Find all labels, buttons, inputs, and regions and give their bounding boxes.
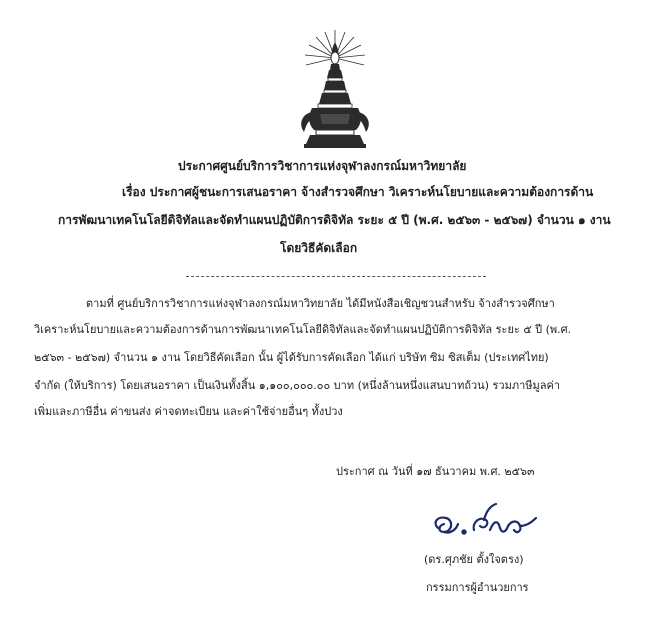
body-paragraph-line-3: ๒๕๖๓ - ๒๕๖๗) จำนวน ๑ งาน โดยวิธีคัดเลือก นั้น ผู้ได้รับการคัดเลือก ได้แก่ บริษัท ซิม ซิสเต็ม (ประเทศไทย) [34, 351, 549, 364]
handwritten-signature [424, 500, 544, 546]
announcement-title: ประกาศศูนย์บริการวิชาการแห่งจุฬาลงกรณ์มหาวิทยาลัย [178, 159, 467, 173]
body-paragraph-line-2: วิเคราะห์นโยบายและความต้องการด้านการพัฒนาเทคโนโลยีดิจิทัลและจัดทำแผนปฏิบัติการดิจิทัล ระยะ ๕ ปี (พ.ศ. [34, 323, 572, 336]
announcement-date: ประกาศ ณ วันที่ ๑๗ ธันวาคม พ.ศ. ๒๕๖๓ [336, 465, 535, 478]
announcement-subject-line-3: โดยวิธีคัดเลือก [280, 241, 358, 255]
body-paragraph-line-4: จำกัด (ให้บริการ) โดยเสนอราคา เป็นเงินทั้งสิ้น ๑,๑๐๐,๐๐๐.๐๐ บาท (หนึ่งล้านหนึ่งแสนบาทถ้วน) รวมภาษีมูลค่า [34, 379, 561, 392]
signer-name: (ดร.ศุภชัย ตั้งใจตรง) [424, 553, 524, 566]
body-paragraph-line-1: ตามที่ ศูนย์บริการวิชาการแห่งจุฬาลงกรณ์มหาวิทยาลัย ได้มีหนังสือเชิญชวนสำหรับ จ้างสำรวจศึกษา [86, 297, 555, 310]
section-divider [186, 276, 486, 277]
body-paragraph-line-5: เพิ่มและภาษีอื่น ค่าขนส่ง ค่าจดทะเบียน และค่าใช้จ่ายอื่นๆ ทั้งปวง [34, 405, 343, 418]
announcement-subject-line-1: เรื่อง ประกาศผู้ชนะการเสนอราคา จ้างสำรวจศึกษา วิเคราะห์นโยบายและความต้องการด้าน [122, 185, 594, 199]
chulalongkorn-crown-emblem-icon [290, 28, 380, 150]
signer-title: กรรมการผู้อำนวยการ [426, 581, 529, 594]
announcement-subject-line-2: การพัฒนาเทคโนโลยีดิจิทัลและจัดทำแผนปฏิบัติการดิจิทัล ระยะ ๕ ปี (พ.ศ. ๒๕๖๓ - ๒๕๖๗) จำนวน ๑ งาน [58, 213, 611, 227]
